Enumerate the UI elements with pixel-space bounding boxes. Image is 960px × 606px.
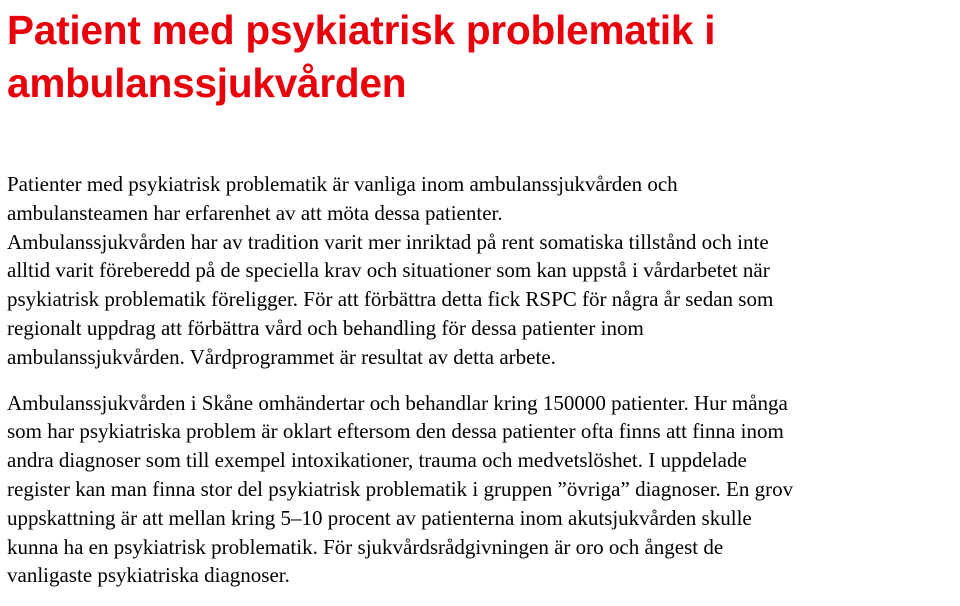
text-line: Ambulanssjukvården i Skåne omhändertar och behandlar kring 150000 patienter. Hur många bbox=[7, 390, 788, 415]
text-line: alltid varit föreberedd på de speciella krav och situationer som kan uppstå i vårdarbetet när bbox=[7, 258, 770, 283]
text-line: uppskattning är att mellan kring 5–10 procent av patienterna inom akutsjukvården skulle bbox=[7, 505, 752, 530]
text-line: som har psykiatriska problem är oklart eftersom den dessa patienter ofta finns att finna inom bbox=[7, 419, 784, 444]
title-line: ambulanssjukvården bbox=[7, 60, 407, 106]
text-line: ambulanssjukvården. Vårdprogrammet är resultat av detta arbete. bbox=[7, 344, 556, 369]
text-line: vanligaste psykiatriska diagnoser. bbox=[7, 563, 290, 588]
title-line: Patient med psykiatrisk problematik i bbox=[7, 7, 716, 53]
document-page bbox=[7, 0, 957, 590]
text-line: psykiatrisk problematik föreligger. För att förbättra detta fick RSPC för några år sedan som bbox=[7, 287, 774, 312]
text-line: register kan man finna stor del psykiatrisk problematik i gruppen ”övriga” diagnoser. En grov bbox=[7, 476, 794, 501]
text-line: ambulansteamen har erfarenhet av att möta dessa patienter. bbox=[7, 200, 503, 225]
background-paragraph bbox=[7, 228, 957, 372]
text-line: kunna ha en psykiatrisk problematik. För sjukvårdsrådgivningen är oro och ångest de bbox=[7, 534, 724, 559]
text-line: Ambulanssjukvården har av tradition varit mer inriktad på rent somatiska tillstånd och inte bbox=[7, 229, 769, 254]
page-title bbox=[7, 0, 957, 110]
text-line: andra diagnoser som till exempel intoxikationer, trauma och medvetslöshet. I uppdelade bbox=[7, 448, 747, 473]
text-line: regionalt uppdrag att förbättra vård och behandling för dessa patienter inom bbox=[7, 315, 644, 340]
text-line: Patienter med psykiatrisk problematik är vanliga inom ambulanssjukvården och bbox=[7, 172, 678, 196]
statistics-paragraph bbox=[7, 389, 957, 591]
intro-paragraph bbox=[7, 170, 957, 228]
